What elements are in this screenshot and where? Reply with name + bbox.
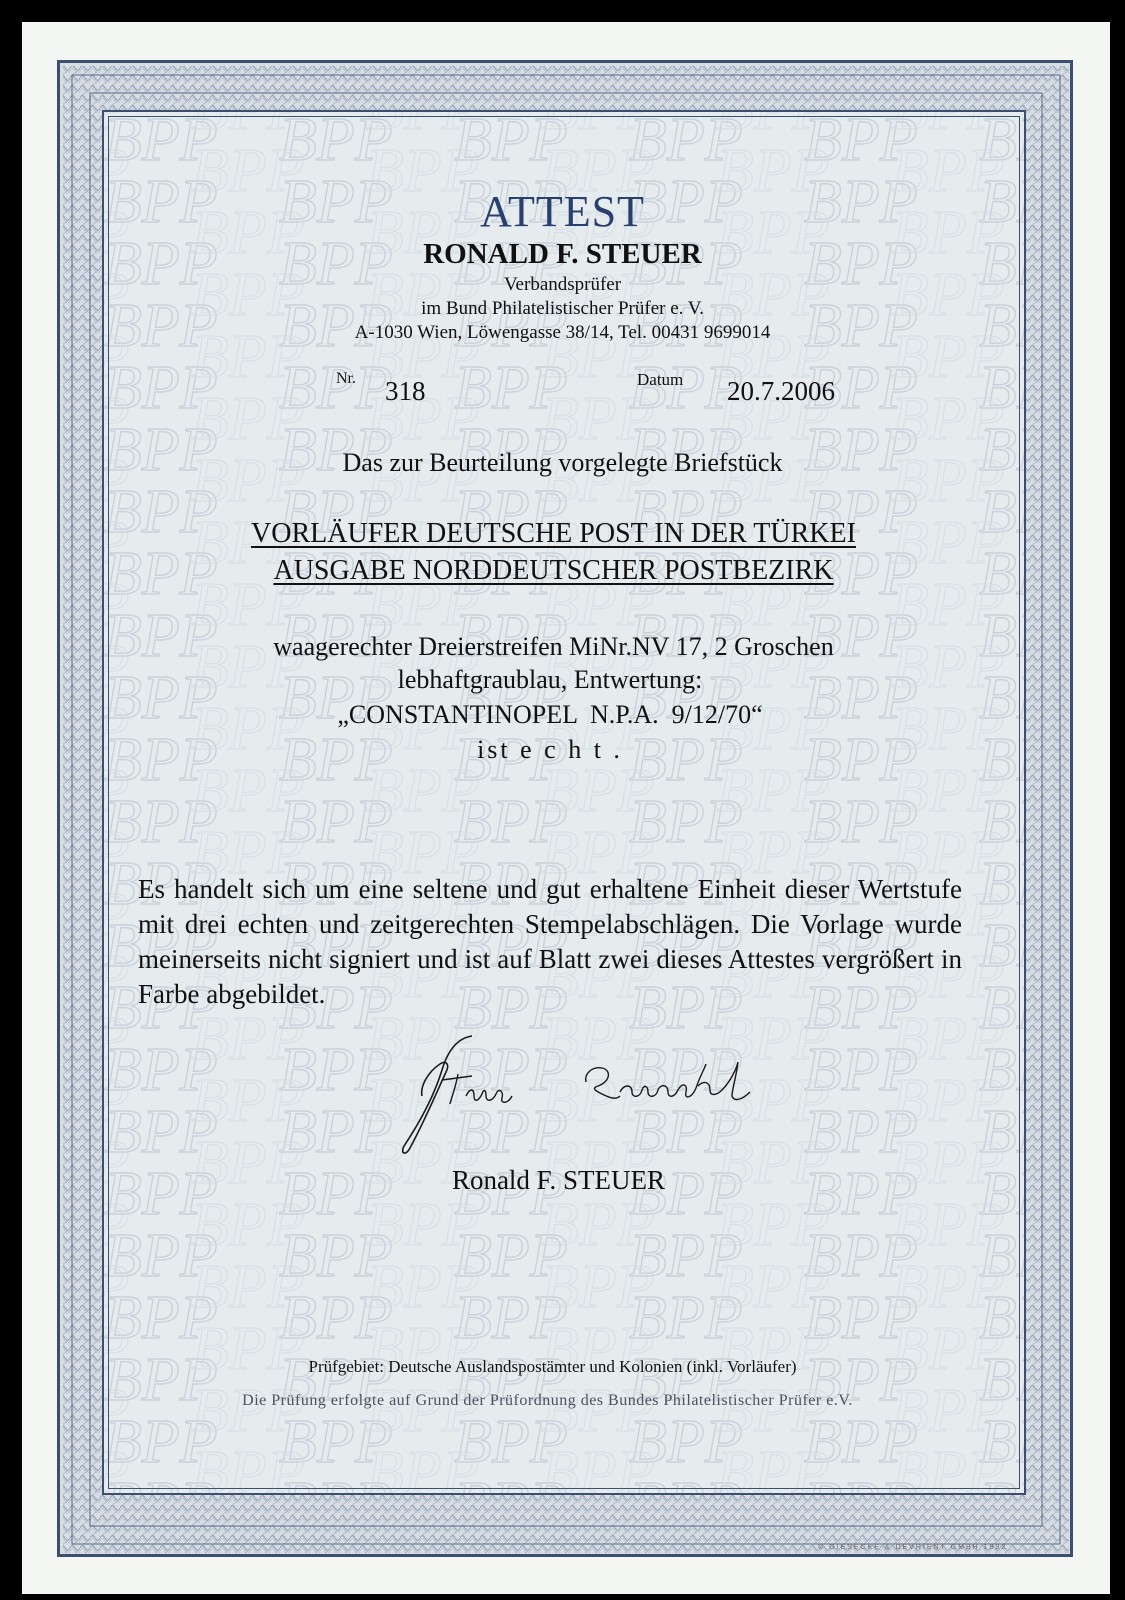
certificate-title: ATTEST [480,187,645,236]
examiner-address: A-1030 Wien, Löwengasse 38/14, Tel. 00431 9699014 [354,322,771,343]
item-heading-line2: AUSGABE NORDDEUTSCHER POSTBEZIRK [273,555,834,586]
examiner-role: Verbandsprüfer [503,274,622,295]
printer-mark: © GIESECKE & DEVRIENT GMBH 1992 [818,1544,1008,1551]
examiner-name: RONALD F. STEUER [423,238,702,270]
certificate-number-label: Nr. [336,370,356,387]
subject-intro: Das zur Beurteilung vorgelegte Briefstück [342,448,783,477]
handwritten-signature [380,1030,780,1160]
item-description-line3: „CONSTANTINOPEL N.P.A. 9/12/70“ [337,700,763,729]
signatory-name: Ronald F. STEUER [451,1165,666,1195]
signature-handwriting: Steuer Ronald [380,1030,386,1031]
certificate-date: 20.7.2006 [727,376,835,406]
remarks-paragraph: Es handelt sich um eine seltene und gut erhaltene Einheit dieser Wertstufe mit drei echten und zeitgerechten Stempelabschlägen. Die Vorlage wurde meinerseits nicht signiert und ist auf Blatt zwei dieses Attestes vergrößert in Farbe abgebildet. [138,874,962,1009]
item-heading-line1: VORLÄUFER DEUTSCHE POST IN DER TÜRKEI [251,518,856,549]
footer-basis: Die Prüfung erfolgte auf Grund der Prüfordnung des Bundes Philatelistischer Prüfer e.V. [242,1392,853,1409]
item-description-line2: lebhaftgraublau, Entwertung: [397,665,703,694]
examiner-association: im Bund Philatelistischer Prüfer e. V. [421,298,704,319]
certificate-number: 318 [385,376,426,406]
item-description-line1: waagerechter Dreierstreifen MiNr.NV 17, 2 Groschen [273,632,834,661]
verdict: ist e c h t . [477,735,623,764]
footer-scope: Prüfgebiet: Deutsche Auslandspostämter und Kolonien (inkl. Vorläufer) [308,1357,797,1376]
certificate-date-label: Datum [637,370,684,389]
